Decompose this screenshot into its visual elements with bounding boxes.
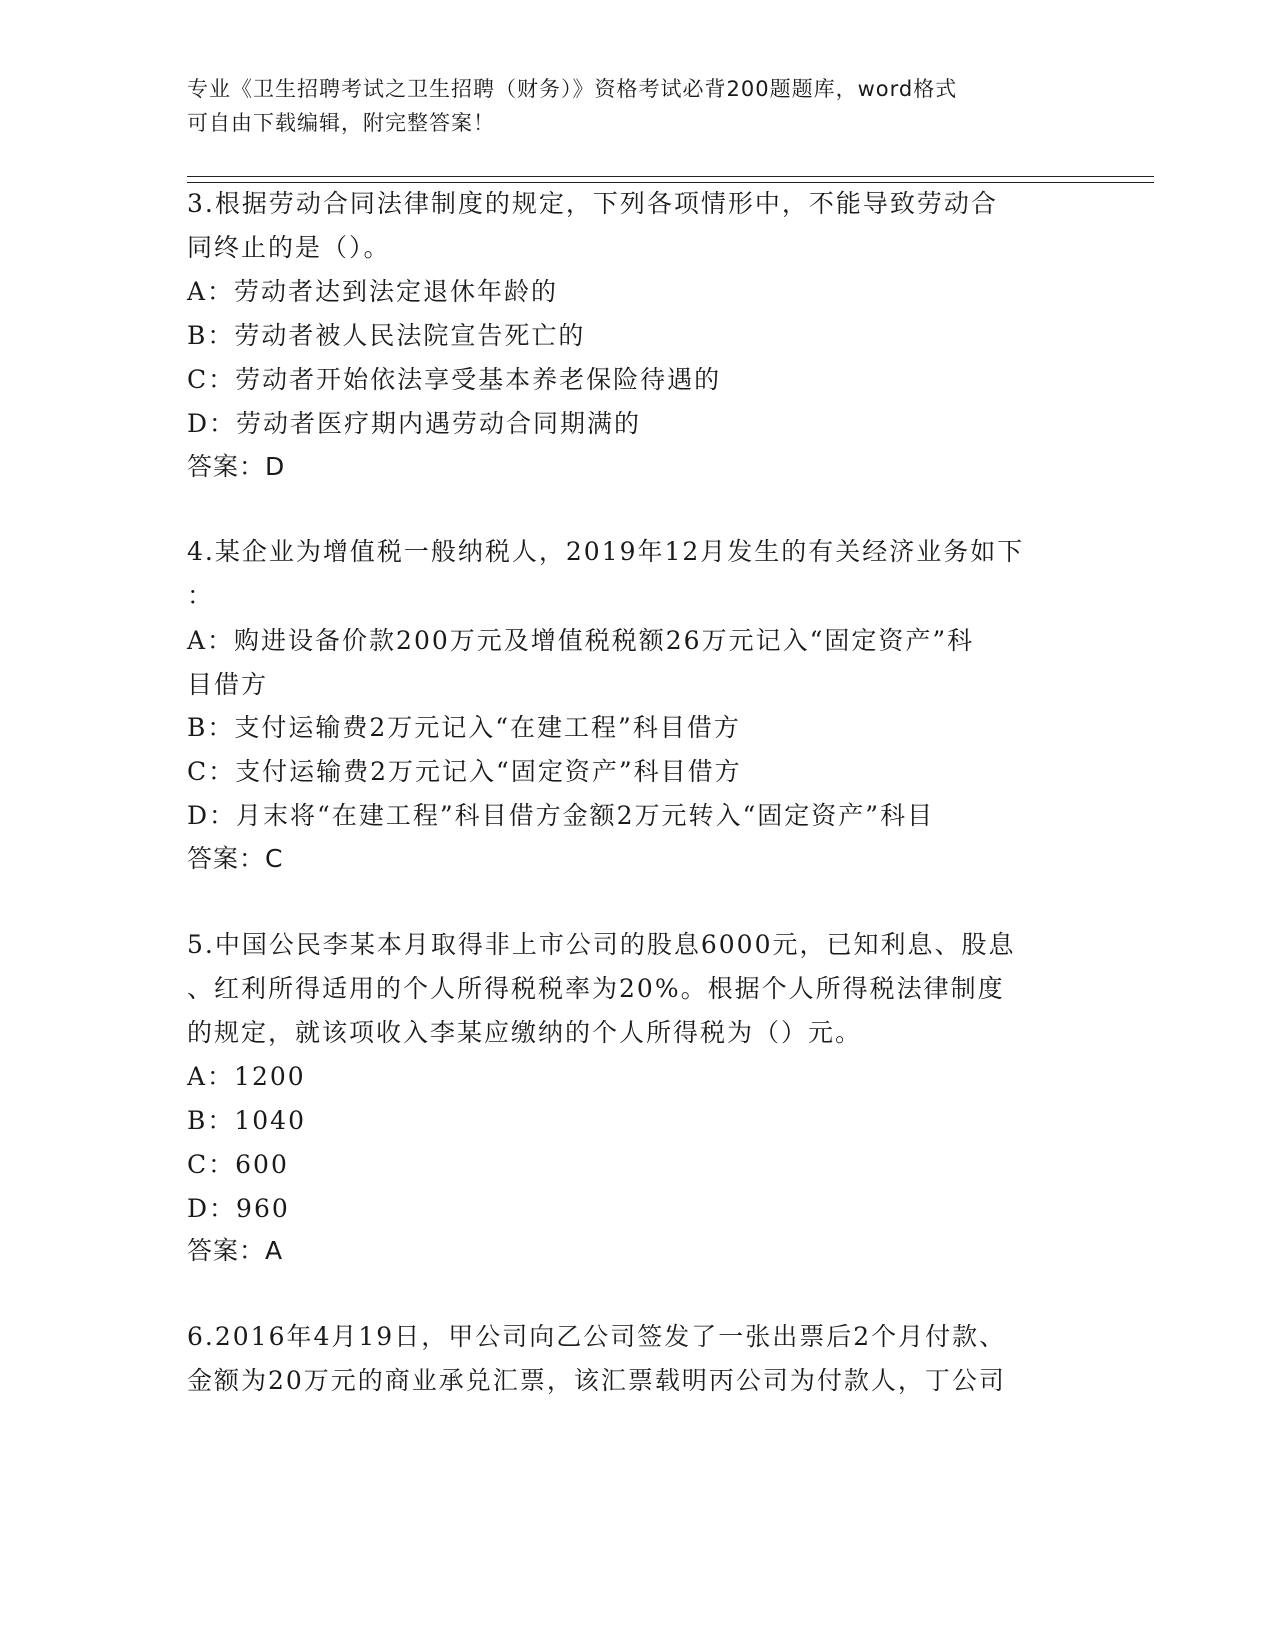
question-4-option-a-line-2: 目借方	[187, 670, 269, 699]
header-line-2: 可自由下载编辑，附完整答案！	[187, 111, 495, 135]
question-3-stem-line-2: 同终止的是（）。	[187, 233, 391, 262]
question-5-stem-line-3: 的规定，就该项收入李某应缴纳的个人所得税为（）元。	[187, 1018, 863, 1047]
question-4-answer: 答案：C	[187, 844, 284, 873]
question-3-answer: 答案：D	[187, 452, 286, 481]
question-3-option-c: C：劳动者开始依法享受基本养老保险待遇的	[187, 365, 722, 394]
question-5-option-b: B：1040	[187, 1106, 306, 1135]
question-4-option-a-line-1: A：购进设备价款200万元及增值税税额26万元记入“固定资产”科	[187, 626, 975, 655]
header-divider-bottom	[187, 182, 1154, 183]
question-4-stem-line-1: 4.某企业为增值税一般纳税人，2019年12月发生的有关经济业务如下	[187, 537, 1025, 566]
question-4-stem-line-2: ：	[187, 581, 215, 610]
document-header	[187, 72, 1067, 140]
header-divider-top	[187, 176, 1154, 177]
question-5-option-d: D：960	[187, 1194, 290, 1223]
question-5-option-c: C：600	[187, 1150, 289, 1179]
question-3-option-a: A：劳动者达到法定退休年龄的	[187, 277, 559, 306]
question-5-option-a: A：1200	[187, 1062, 306, 1091]
question-5-answer: 答案：A	[187, 1236, 284, 1265]
question-4-option-b: B：支付运输费2万元记入“在建工程”科目借方	[187, 713, 741, 742]
question-6-stem-line-1: 6.2016年4月19日，甲公司向乙公司签发了一张出票后2个月付款、	[187, 1322, 1007, 1351]
question-3-stem-line-1: 3.根据劳动合同法律制度的规定，下列各项情形中，不能导致劳动合	[187, 189, 998, 218]
question-5-stem-line-1: 5.中国公民李某本月取得非上市公司的股息6000元，已知利息、股息	[187, 930, 1016, 959]
question-3-option-b: B：劳动者被人民法院宣告死亡的	[187, 321, 586, 350]
question-6-stem-line-2: 金额为20万元的商业承兑汇票，该汇票载明丙公司为付款人，丁公司	[187, 1366, 1006, 1395]
question-5-stem-line-2: 、红利所得适用的个人所得税税率为20%。根据个人所得税法律制度	[187, 974, 1005, 1003]
question-4-option-d: D：月末将“在建工程”科目借方金额2万元转入“固定资产”科目	[187, 801, 935, 830]
question-3-option-d: D：劳动者医疗期内遇劳动合同期满的	[187, 409, 642, 438]
header-line-1: 专业《卫生招聘考试之卫生招聘（财务）》资格考试必背200题题库，word格式	[187, 77, 958, 101]
question-4-option-c: C：支付运输费2万元记入“固定资产”科目借方	[187, 757, 742, 786]
